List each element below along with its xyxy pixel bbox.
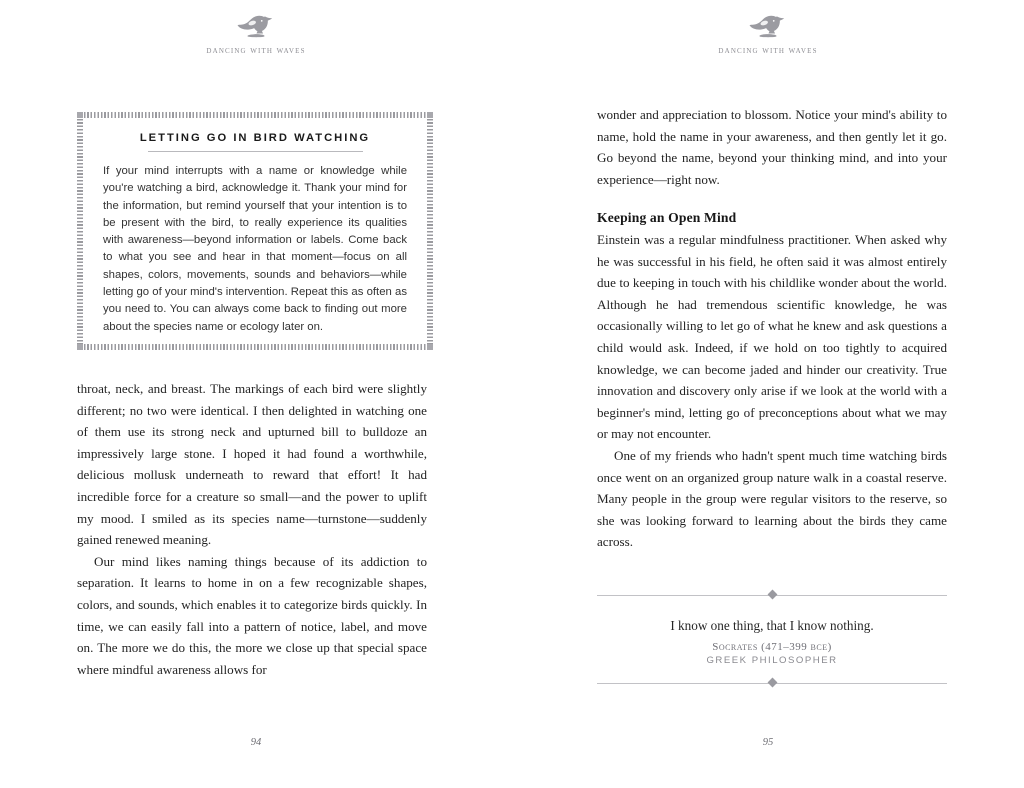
pull-quote-block — [597, 590, 947, 689]
folio-left: 94 — [250, 737, 262, 748]
exercise-box-title-rule — [148, 151, 363, 152]
diamond-ornament-icon — [767, 678, 777, 688]
box-corner-top-left — [77, 112, 83, 118]
left-column-body — [77, 378, 427, 680]
exercise-box — [77, 112, 433, 350]
quote-rule-bottom — [597, 678, 947, 689]
bird-icon — [235, 14, 277, 40]
right-page — [512, 0, 1024, 788]
exercise-box-title: LETTING GO IN BIRD WATCHING — [139, 132, 371, 144]
paragraph: wonder and appreciation to blossom. Notice your mind's ability to name, hold the name in your awareness, and then gently let it go. Go beyond the name, beyond your thinking mind, and into your experience—right now. — [597, 107, 947, 187]
folio-right: 95 — [762, 737, 774, 748]
running-head-title: dancing with waves — [206, 46, 306, 56]
quote-text: I know one thing, that I know nothing. — [670, 618, 874, 633]
paragraph: throat, neck, and breast. The markings of each bird were slightly different; no two were identical. I then delighted in watching one of them use its strong neck and upturned bill to bulldoze an impressively large stone. I hoped it had found a worthwhile, delicious mollusk underneath to reward that effort! It had incredible force for a creature so small—and the power to uplift my mood. I smiled as its species name—turnstone—suddenly gained renewed meaning. — [77, 381, 427, 548]
box-border-right — [427, 112, 433, 350]
box-corner-top-right — [427, 112, 433, 118]
running-head-right — [512, 14, 1024, 56]
section-heading: Keeping an Open Mind — [597, 210, 737, 226]
paragraph: Our mind likes naming things because of its addiction to separation. It learns to home in on a few recognizable shapes, colors, and sounds, which enables it to categorize birds quickly. In time, we can easily fall into a pattern of notice, label, and move on. The more we do this, the more we close up that special space where mindful awareness allows for — [77, 553, 427, 677]
box-corner-bottom-right — [427, 344, 433, 350]
right-column-body — [597, 104, 947, 553]
box-border-left — [77, 112, 83, 350]
running-head-left — [0, 14, 512, 56]
paragraph: One of my friends who hadn't spent much time watching birds once went on an organized group nature walk in a coastal reserve. Many people in the group were regular visitors to the reserve, so she was looking forward to learning about the birds they came across. — [597, 447, 947, 550]
box-border-bottom — [77, 344, 433, 350]
bird-icon — [747, 14, 789, 40]
box-border-top — [77, 112, 433, 118]
quote-rule-top — [597, 590, 947, 601]
running-head-title: dancing with waves — [718, 46, 818, 56]
box-corner-bottom-left — [77, 344, 83, 350]
quote-source: Socrates (471–399 bce) — [712, 641, 832, 653]
diamond-ornament-icon — [767, 590, 777, 600]
exercise-box-body: If your mind interrupts with a name or knowledge while you're watching a bird, acknowledge it. Thank your mind for the information, but remind yourself that your intention is to be present with the bird, to really experience its qualities with awareness—beyond information or labels. Come back to what you see and hear in that moment—focus on all shapes, colors, movements, sounds and behaviors—while letting go of your mind's intervention. Repeat this as often as you need to. You can always come back to finding out more about the species name or ecology later on. — [103, 165, 407, 333]
quote-role: GREEK PHILOSOPHER — [706, 655, 838, 666]
paragraph: Einstein was a regular mindfulness practitioner. When asked why he was successful in his field, he often said it was almost entirely due to keeping in touch with his childlike wonder about the world. Although he had tremendous scientific knowledge, he was occasionally willing to let go of what he knew and ask questions a child would ask. Indeed, if we hold on too tightly to acquired knowledge, we can become jaded and hinder our creativity. True innovation and discovery only arise if we look at the world with a beginner's mind, letting go of preconceptions about what we may or may not encounter. — [597, 231, 947, 442]
